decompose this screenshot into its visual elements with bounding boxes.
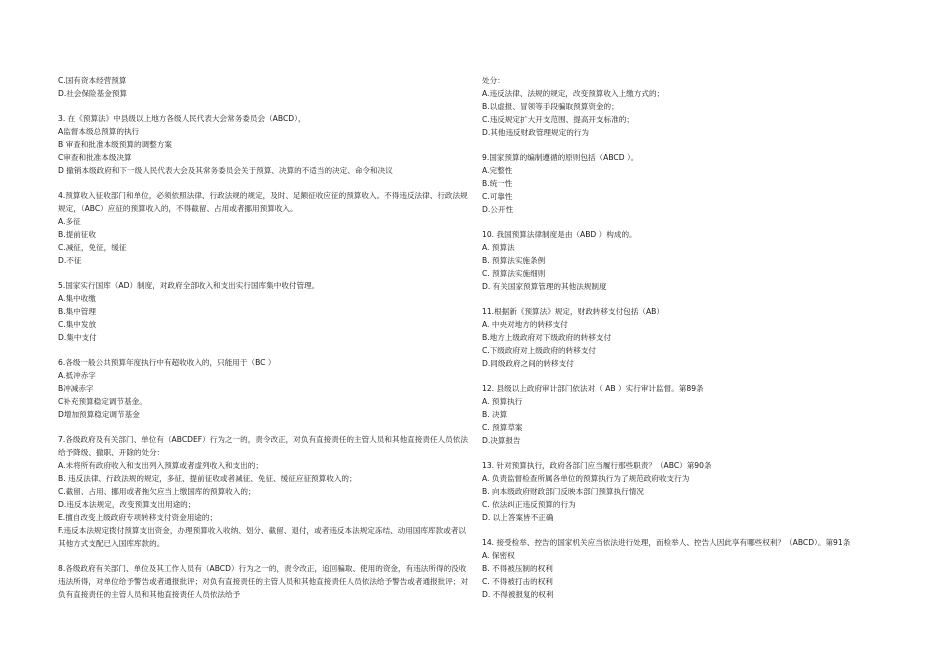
- question-block: [58, 563, 472, 602]
- option-line: D.违反本法规定，改变预算支出用途的；: [58, 499, 196, 509]
- question-text: 14. 接受检举、控告的国家机关应当依法进行处理，而检举人、控告人因此享有哪些权利？（ABCD）。第91条: [482, 538, 851, 548]
- question-text: 7.各级政府及有关部门、单位有（ABCDEF）行为之一的，责令改正，对负有直接责任的主管人员和其他直接责任人员依法给予降级、撤职、开除的处分：: [58, 435, 468, 458]
- question-text: 8.各级政府有关部门、单位及其工作人员有（ABCD）行为之一的，责令改正，追回骗取、使用的资金，有违法所得的没收违法所得，对单位给予警告或者通报批评；对负有直接责任的主管人员和其他直接责任人员依法给予警告或者通报批评；对负有直接责任的主管人员和其他直接责任人员依法给予: [58, 564, 469, 599]
- option-line: B.集中管理: [58, 307, 96, 317]
- option-line: D 撤销本级政府和下一级人民代表大会及其常务委员会关于预算、决算的不适当的决定、命令和决议: [58, 165, 393, 175]
- option-line: A.未将所有政府收入和支出列入预算或者虚列收入和支出的；: [58, 461, 263, 471]
- question-text: 11.根据新《预算法》规定，财政转移支付包括（AB）: [482, 307, 664, 317]
- question-text: 5.国家实行国库（AD）制度，对政府全部收入和支出实行国库集中收付管理。: [58, 281, 320, 291]
- option-line: D. 不得被报复的权利: [482, 589, 554, 599]
- question-block: [482, 75, 918, 140]
- question-block: [58, 434, 472, 550]
- option-line: B.以虚报、冒领等手段骗取预算资金的；: [482, 101, 619, 111]
- option-line: B. 向本级政府财政部门反映本部门预算执行情况: [482, 486, 644, 496]
- option-line: B.地方上级政府对下级政府的转移支付: [482, 332, 612, 342]
- option-line: A.抵冲赤字: [58, 371, 96, 381]
- question-block: [482, 460, 918, 525]
- option-line: B. 预算法实施条例: [482, 255, 546, 265]
- question-block: [482, 152, 918, 217]
- option-line: E.擅自改变上级政府专项转移支付资金用途的；: [58, 512, 218, 522]
- option-line: A. 负责监督检查所属各单位的预算执行为了规范政府收支行为: [482, 474, 690, 484]
- option-line: D.其他违反财政管理规定的行为: [482, 127, 589, 137]
- question-text: 3. 在《预算法》中县级以上地方各级人民代表大会常务委员会（ABCD），: [58, 114, 306, 124]
- option-line: C.截留、占用、挪用或者拖欠应当上缴国库的预算收入的；: [58, 486, 256, 496]
- option-line: D.同级政府之间的转移支付: [482, 358, 574, 368]
- option-line: F.违反本法规定拨付预算支出资金，办理预算收入收纳、划分、截留、退付，或者违反本法规定冻结、动用国库库款或者以其他方式支配已入国库库款的。: [58, 525, 467, 548]
- option-line: D.社会保险基金预算: [58, 88, 128, 98]
- option-line: A.违反法律、法规的规定，改变预算收入上缴方式的；: [482, 88, 665, 98]
- option-line: C. 不得被打击的权利: [482, 576, 553, 586]
- question-block: [58, 75, 472, 101]
- option-line: B冲减赤字: [58, 384, 94, 394]
- left-column: [58, 75, 472, 602]
- option-line: B. 违反法律、行政法规的规定，多征、提前征收或者减征、免征、缓征应征预算收入的；: [58, 474, 357, 484]
- right-column: [482, 75, 918, 602]
- question-text: 处分：: [482, 76, 505, 85]
- option-line: A.集中收缴: [58, 294, 96, 304]
- option-line: C审查和批准本级决算: [58, 153, 132, 163]
- option-line: C.可靠性: [482, 191, 513, 201]
- option-line: C. 预算法实施细则: [482, 268, 546, 278]
- question-text: 4.预算收入征收部门和单位，必须依照法律、行政法规的规定，及时、足额征收应征的预算收入。不得违反法律、行政法规规定，（ABC）应征的预算收入的，不得截留、占用或者挪用预算收入。: [58, 191, 468, 214]
- option-line: C.集中发放: [58, 320, 97, 329]
- question-block: [58, 280, 472, 345]
- option-line: D.决算报告: [482, 435, 521, 445]
- question-block: [58, 190, 472, 267]
- question-text: 9.国家预算的编制遵循的原则包括（ABCD ）。: [482, 153, 639, 163]
- option-line: C.国有资本经营预算: [58, 76, 127, 85]
- option-line: B.统一性: [482, 178, 513, 188]
- option-line: D.不征: [58, 255, 82, 265]
- option-line: C.减征，免征，缓征: [58, 242, 127, 252]
- question-text: 6.各级一般公共预算年度执行中有超收收入的，只能用于（BC ）: [58, 358, 276, 368]
- question-block: [58, 113, 472, 178]
- option-line: B. 不得被压制的权利: [482, 564, 553, 573]
- option-line: D. 有关国家预算管理的其他法规制度: [482, 281, 607, 291]
- option-line: A. 预算执行: [482, 397, 523, 407]
- question-block: [482, 229, 918, 294]
- option-line: B. 决算: [482, 409, 508, 419]
- option-line: D. 以上答案皆不正确: [482, 512, 554, 522]
- option-line: C.违反规定扩大开支范围、提高开支标准的；: [482, 114, 634, 124]
- option-line: D增加预算稳定调节基金: [58, 409, 140, 419]
- question-block: [482, 537, 918, 602]
- option-line: D.公开性: [482, 204, 514, 214]
- option-line: A.多征: [58, 217, 81, 227]
- question-text: 13. 针对预算执行，政府各部门应当履行那些职责？（ABC）第90条: [482, 461, 712, 471]
- question-text: 10. 我国预算法律制度是由（ABD ）构成的。: [482, 230, 637, 240]
- option-line: C.下级政府对上级政府的转移支付: [482, 345, 597, 355]
- option-line: C. 预算草案: [482, 422, 523, 432]
- option-line: B.提前征收: [58, 230, 96, 240]
- option-line: B 审查和批准本级预算的调整方案: [58, 140, 172, 150]
- option-line: A.完整性: [482, 165, 513, 175]
- question-block: [482, 383, 918, 448]
- question-block: [58, 357, 472, 422]
- question-text: 12. 县级以上政府审计部门依法对（ AB ）实行审计监督。第89条: [482, 384, 704, 394]
- option-line: A监督本级总预算的执行: [58, 127, 140, 137]
- option-line: A. 预算法: [482, 242, 515, 252]
- option-line: D.集中支付: [58, 332, 97, 342]
- option-line: C补充预算稳定调节基金。: [58, 397, 147, 407]
- option-line: C. 依法纠正违反预算的行为: [482, 499, 576, 509]
- option-line: A. 保密权: [482, 551, 515, 561]
- question-block: [482, 306, 918, 371]
- option-line: A. 中央对地方的转移支付: [482, 320, 568, 329]
